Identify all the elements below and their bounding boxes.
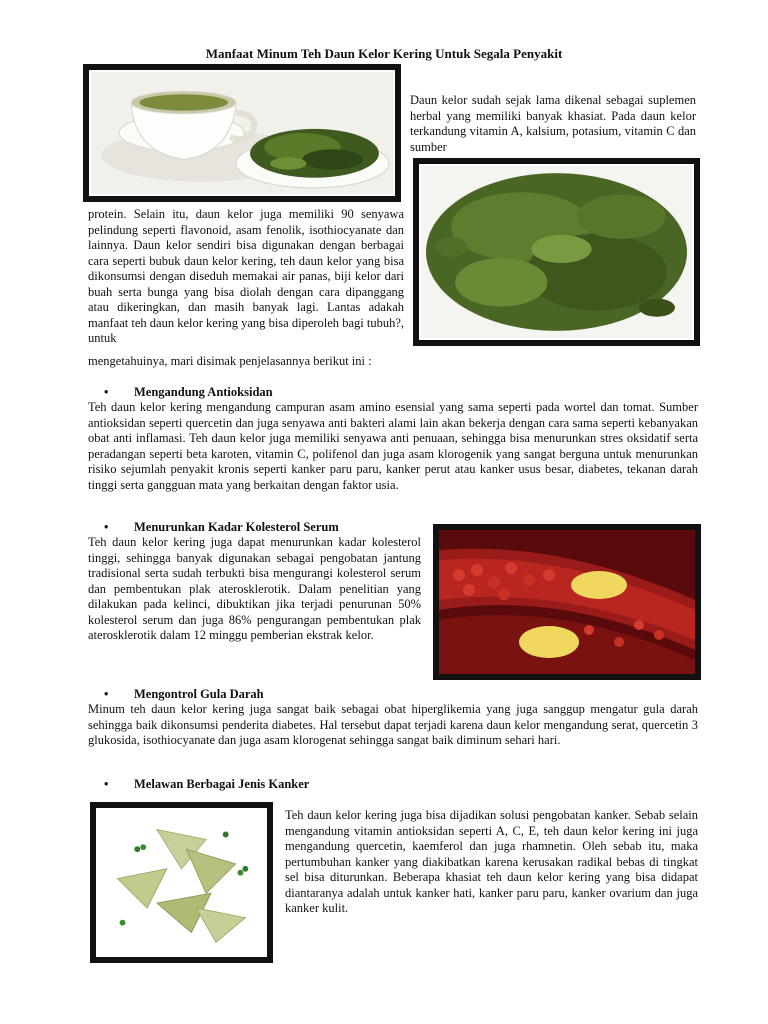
dried-leaves-photo (413, 158, 700, 346)
tea-bags-image (98, 810, 265, 955)
section-heading-antioksidan (104, 385, 504, 400)
bullet: • (104, 385, 109, 399)
section-heading-gula-darah (104, 687, 504, 702)
section-heading-kolesterol (104, 520, 424, 535)
intro-paragraph-3: mengetahuinya, mari disimak penjelasannya berikut ini : (88, 354, 372, 368)
heading-text: Menurunkan Kadar Kolesterol Serum (134, 520, 339, 534)
tea-cup-photo (83, 64, 401, 202)
tea-cup-image (91, 72, 393, 194)
heading-text: Mengandung Antioksidan (134, 385, 273, 399)
section-body-antioksidan: Teh daun kelor kering mengandung campuran asam amino esensial yang sama seperti pada wortel dan tomat. Sumber antioksidan seperti quercetin dan juga senyawa anti bakteri alami lain akan bekerja dengan cara sama seperti kebanyakan obat anti inflamasi. Teh daun kelor juga memiliki senyawa anti penuaan, sehingga bisa menurunkan stres oksidatif serta peradangan seperti beta karoten, vitamin C, polifenol dan juga asam klorogenik yang sangat berguna untuk menurunkan risiko sejumlah penyakit kronis seperti kanker paru paru, kanker perut atau kanker usus besar, diabetes, tekanan darah tinggi serta gangguan mata yang berkaitan dengan faktor usia. (88, 400, 698, 492)
dried-leaves-image (421, 166, 692, 338)
bullet: • (104, 777, 109, 791)
section-body-gula-darah: Minum teh daun kelor kering juga sangat baik sebagai obat hiperglikemia yang juga sanggup mengatur gula darah sehingga baik dikonsumsi penderita diabetes. Hal tersebut dapat terjadi karena daun kelor mengandung serat, quercetin 3 glukosida, isothiocyanate dan juga asam klorogenat sehingga sangat baik diminum sehari hari. (88, 702, 698, 747)
page-title: Manfaat Minum Teh Daun Kelor Kering Untuk Segala Penyakit (205, 46, 563, 61)
section-heading-kanker (104, 777, 504, 792)
heading-text: Melawan Berbagai Jenis Kanker (134, 777, 310, 791)
tea-bags-photo (90, 802, 273, 963)
section-body-kanker: Teh daun kelor kering juga bisa dijadikan solusi pengobatan kanker. Sebab selain mengandung vitamin antioksidan seperti A, C, E, teh daun kelor kering ini juga mengandung quercetin, kaemferol dan juga rhamnetin. Oleh sebab itu, maka pertumbuhan kanker yang diakibatkan karena kerusakan radikal bebas di tingkat sel bisa diturunkan. Beberapa khasiat teh daun kelor kering yang bisa didapat diantaranya adalah untuk kanker hati, kanker paru paru, kanker ovarium dan juga kanker kulit. (285, 808, 698, 915)
bullet: • (104, 687, 109, 701)
intro-paragraph-2: protein. Selain itu, daun kelor juga memiliki 90 senyawa pelindung seperti flavonoid, asam fenolik, isothiocyanate dan lainnya. Daun kelor sendiri bisa digunakan dengan berbagai cara seperti bubuk daun kelor kering, teh daun kelor yang bisa dikonsumsi dengan diseduh memakai air panas, biji kelor dari buah serta bunga yang bisa diolah dengan cara dipanggang atau dikeringkan, dan masih banyak lagi. Lantas adakah manfaat teh daun kelor kering yang bisa diperoleh bagi tubuh?, untuk (88, 207, 404, 345)
artery-image (439, 530, 695, 674)
heading-text: Mengontrol Gula Darah (134, 687, 264, 701)
bullet: • (104, 520, 109, 534)
intro-paragraph-1: Daun kelor sudah sejak lama dikenal sebagai suplemen herbal yang memiliki banyak khasiat. Pada daun kelor terkandung vitamin A, kalsium, potasium, vitamin C dan sumber (410, 93, 696, 154)
artery-plaque-illustration (433, 524, 701, 680)
section-body-kolesterol: Teh daun kelor kering juga dapat menurunkan kadar kolesterol tinggi, sehingga banyak digunakan sebagai pengobatan jantung tradisional serta sudah terbukti bisa mengurangi kolesterol serum dan pembentukan plak aterosklerotik. Dalam penelitian yang dilakukan pada kelinci, dibuktikan jika terjadi penurunan 50% kolesterol serum dan juga 86% pengurangan pembentukan plak aterosklerotik dalam 12 minggu pemberian ekstrak kelor. (88, 535, 421, 642)
